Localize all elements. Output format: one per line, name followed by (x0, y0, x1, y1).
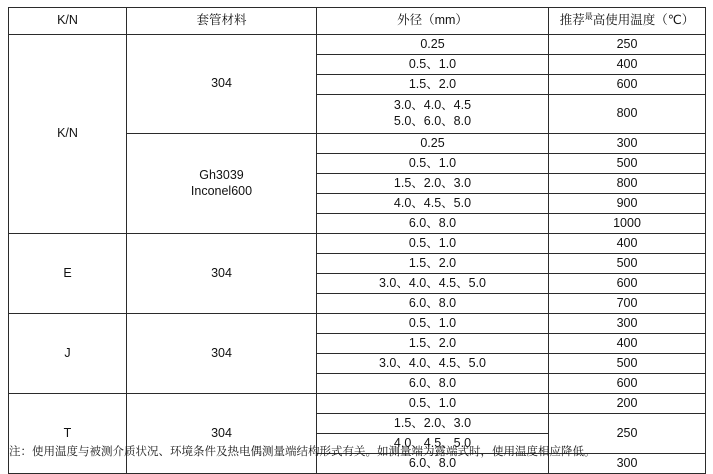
cell-outer-diameter: 3.0、4.0、4.5、5.0 (317, 274, 549, 294)
cell-outer-diameter (317, 95, 549, 134)
cell-outer-diameter: 6.0、8.0 (317, 454, 549, 474)
cell-temperature: 600 (549, 374, 706, 394)
cell-material-304: 304 (127, 35, 317, 134)
cell-temperature: 300 (549, 134, 706, 154)
column-header-outer-diameter: 外径（mm） (317, 8, 549, 35)
cell-type-j: J (9, 314, 127, 394)
cell-od-line2: 5.0、6.0、8.0 (393, 114, 472, 128)
cell-temperature: 250 (549, 35, 706, 55)
table-row (9, 314, 706, 334)
cell-outer-diameter: 0.25 (317, 134, 549, 154)
cell-temperature: 500 (549, 254, 706, 274)
table-header-row (9, 8, 706, 35)
cell-temperature: 800 (549, 174, 706, 194)
cell-temperature: 300 (549, 314, 706, 334)
cell-outer-diameter: 3.0、4.0、4.5、5.0 (317, 354, 549, 374)
cell-type-e: E (9, 234, 127, 314)
cell-outer-diameter: 4.0、4.5、5.0 (317, 434, 549, 454)
cell-outer-diameter: 0.5、1.0 (317, 55, 549, 75)
cell-od-line1: 3.0、4.0、4.5 (393, 98, 472, 113)
cell-temperature: 500 (549, 154, 706, 174)
cell-outer-diameter: 1.5、2.0 (317, 75, 549, 95)
cell-outer-diameter: 0.5、1.0 (317, 234, 549, 254)
table-row (9, 234, 706, 254)
cell-temperature: 200 (549, 394, 706, 414)
cell-outer-diameter: 6.0、8.0 (317, 294, 549, 314)
cell-material-304: 304 (127, 394, 317, 474)
cell-temperature: 400 (549, 334, 706, 354)
cell-outer-diameter: 0.5、1.0 (317, 314, 549, 334)
cell-temperature: 400 (549, 234, 706, 254)
cell-outer-diameter: 1.5、2.0 (317, 334, 549, 354)
cell-type-t: T (9, 394, 127, 474)
cell-material-304: 304 (127, 234, 317, 314)
cell-material-gh3039-inconel600 (127, 134, 317, 234)
cell-outer-diameter: 6.0、8.0 (317, 374, 549, 394)
cell-outer-diameter: 1.5、2.0、3.0 (317, 414, 549, 434)
cell-temperature: 700 (549, 294, 706, 314)
cell-outer-diameter: 1.5、2.0 (317, 254, 549, 274)
cell-temperature: 300 (549, 454, 706, 474)
cell-temperature: 1000 (549, 214, 706, 234)
cell-outer-diameter: 0.5、1.0 (317, 394, 549, 414)
column-header-sheath-material: 套管材料 (127, 8, 317, 35)
cell-outer-diameter: 1.5、2.0、3.0 (317, 174, 549, 194)
cell-temperature: 400 (549, 55, 706, 75)
cell-temperature: 250 (549, 414, 706, 454)
cell-outer-diameter: 6.0、8.0 (317, 214, 549, 234)
cell-temperature: 500 (549, 354, 706, 374)
max-temp-label-rest: 高使用温度（℃） (592, 13, 695, 28)
table-row (9, 394, 706, 414)
material-line2: Inconel600 (190, 183, 253, 198)
cell-material-304: 304 (127, 314, 317, 394)
column-header-type: K/N (9, 8, 127, 35)
cell-temperature: 600 (549, 274, 706, 294)
cell-outer-diameter: 0.5、1.0 (317, 154, 549, 174)
thermocouple-spec-table (8, 7, 706, 474)
max-temp-label-main: 推荐 (559, 13, 585, 28)
cell-temperature: 900 (549, 194, 706, 214)
material-line1: Gh3039 (199, 167, 244, 182)
column-header-max-temperature (549, 8, 706, 35)
cell-outer-diameter: 0.25 (317, 35, 549, 55)
max-temp-label-sup: 最 (584, 12, 593, 22)
cell-temperature: 800 (549, 95, 706, 134)
cell-type-kn: K/N (9, 35, 127, 234)
cell-outer-diameter: 4.0、4.5、5.0 (317, 194, 549, 214)
table-row (9, 35, 706, 55)
table-footnote: 注：使用温度与被测介质状况、环境条件及热电偶测量端结构形式有关。如测量端为露端式时，使用温度相应降低。 (9, 446, 596, 458)
cell-temperature: 600 (549, 75, 706, 95)
